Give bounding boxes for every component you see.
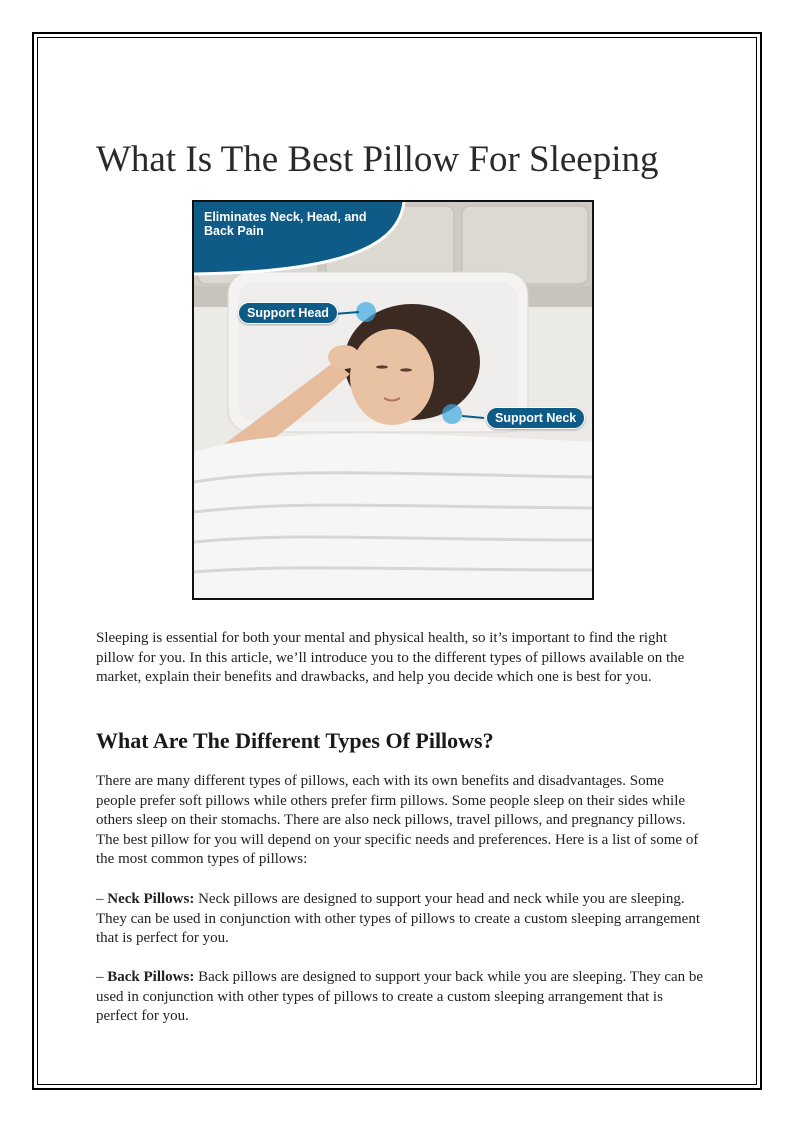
list-text: Neck pillows are designed to support your head and neck while you are sleeping. They can be used in conjunction with other types of pillows to create a custom sleeping arrangement that is perfect for you. xyxy=(96,891,700,946)
list-item-neck-pillows xyxy=(96,890,704,949)
intro-paragraph: Sleeping is essential for both your mental and physical health, so it’s important to find the right pillow for you. In this article, we’ll introduce you to the different types of pillows available on the market, explain their benefits and drawbacks, and help you decide which one is best for you. xyxy=(96,630,685,685)
title-block xyxy=(96,138,700,182)
list-text: Back pillows are designed to support your back while you are sleeping. They can be used in conjunction with other types of pillows to create a custom sleeping arrangement that is perfect for you. xyxy=(96,969,704,1024)
types-paragraph: There are many different types of pillows, each with its own benefits and disadvantages. Some people prefer soft pillows while others prefer firm pillows. Some people sleep on their sides while others sleep on their stomachs. There are also neck pillows, travel pillows, and pregnancy pillows. The best pillow for you will depend on your specific needs and preferences. Here is a list of some of the most common types of pillows: xyxy=(96,773,699,867)
pillow-illustration xyxy=(194,202,592,598)
hero-image xyxy=(192,200,594,600)
list-term: Neck Pillows: xyxy=(107,891,195,907)
section-heading: What Are The Different Types Of Pillows? xyxy=(96,728,494,753)
support-head-label: Support Head xyxy=(238,302,338,324)
list-term: Back Pillows: xyxy=(107,969,195,985)
list-dash: – xyxy=(96,891,108,907)
hero-banner-text: Eliminates Neck, Head, and Back Pain xyxy=(204,210,367,238)
list-item-back-pillows xyxy=(96,968,704,1027)
list-dash: – xyxy=(96,969,108,985)
page-title: What Is The Best Pillow For Sleeping xyxy=(96,139,659,180)
support-neck-label: Support Neck xyxy=(486,407,585,429)
